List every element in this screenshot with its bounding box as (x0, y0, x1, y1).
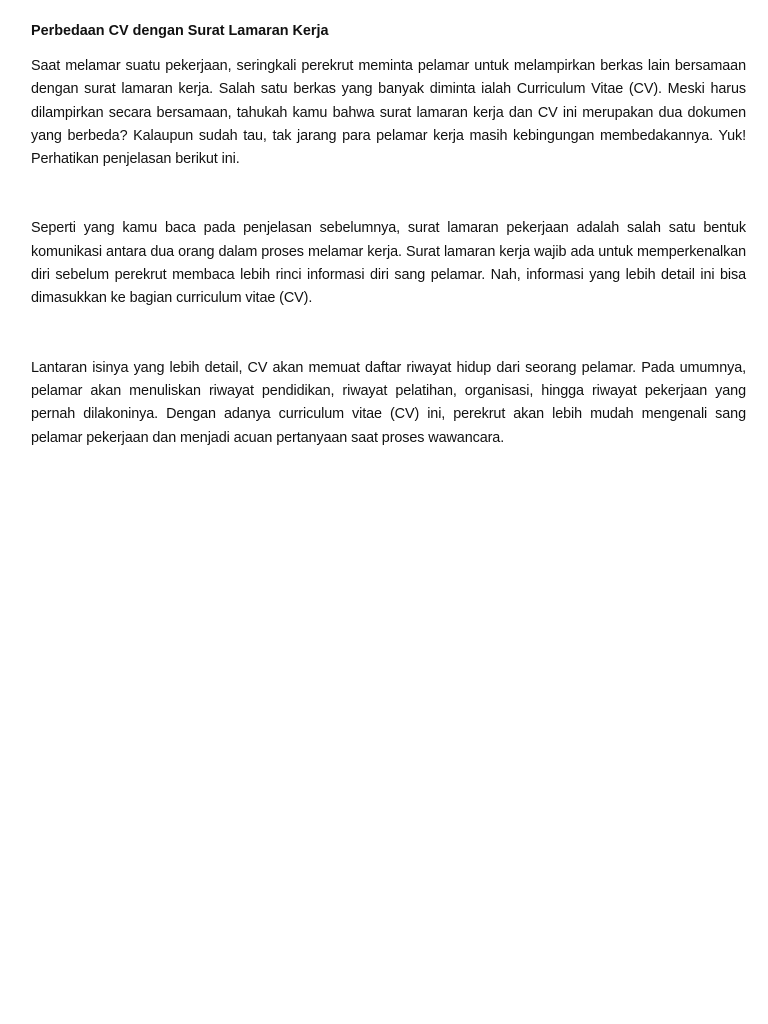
document-body (31, 20, 746, 450)
paragraph-2: Seperti yang kamu baca pada penjelasan sebelumnya, surat lamaran pekerjaan adalah salah satu bentuk komunikasi antara dua orang dalam proses melamar kerja. Surat lamaran kerja wajib ada untuk memperkenalkan diri sebelum perekrut membaca lebih rinci informasi diri sang pelamar. Nah, informasi yang lebih detail ini bisa dimasukkan ke bagian curriculum vitae (CV). (31, 220, 746, 307)
paragraph-1: Saat melamar suatu pekerjaan, seringkali perekrut meminta pelamar untuk melampirkan berkas lain bersamaan dengan surat lamaran kerja. Salah satu berkas yang banyak diminta ialah Curriculum Vitae (CV). Meski harus dilampirkan secara bersamaan, tahukah kamu bahwa surat lamaran kerja dan CV ini merupakan dua dokumen yang berbeda? Kalaupun sudah tau, tak jarang para pelamar kerja masih kebingungan membedakannya. Yuk! Perhatikan penjelasan berikut ini. (31, 58, 746, 168)
paragraph-3: Lantaran isinya yang lebih detail, CV akan memuat daftar riwayat hidup dari seorang pelamar. Pada umumnya, pelamar akan menuliskan riwayat pendidikan, riwayat pelatihan, organisasi, hingga riwayat pekerjaan yang pernah dilakoninya. Dengan adanya curriculum vitae (CV) ini, perekrut akan lebih mudah mengenali sang pelamar pekerjaan dan menjadi acuan pertanyaan saat proses wawancara. (31, 359, 746, 446)
document-title: Perbedaan CV dengan Surat Lamaran Kerja (31, 23, 329, 39)
